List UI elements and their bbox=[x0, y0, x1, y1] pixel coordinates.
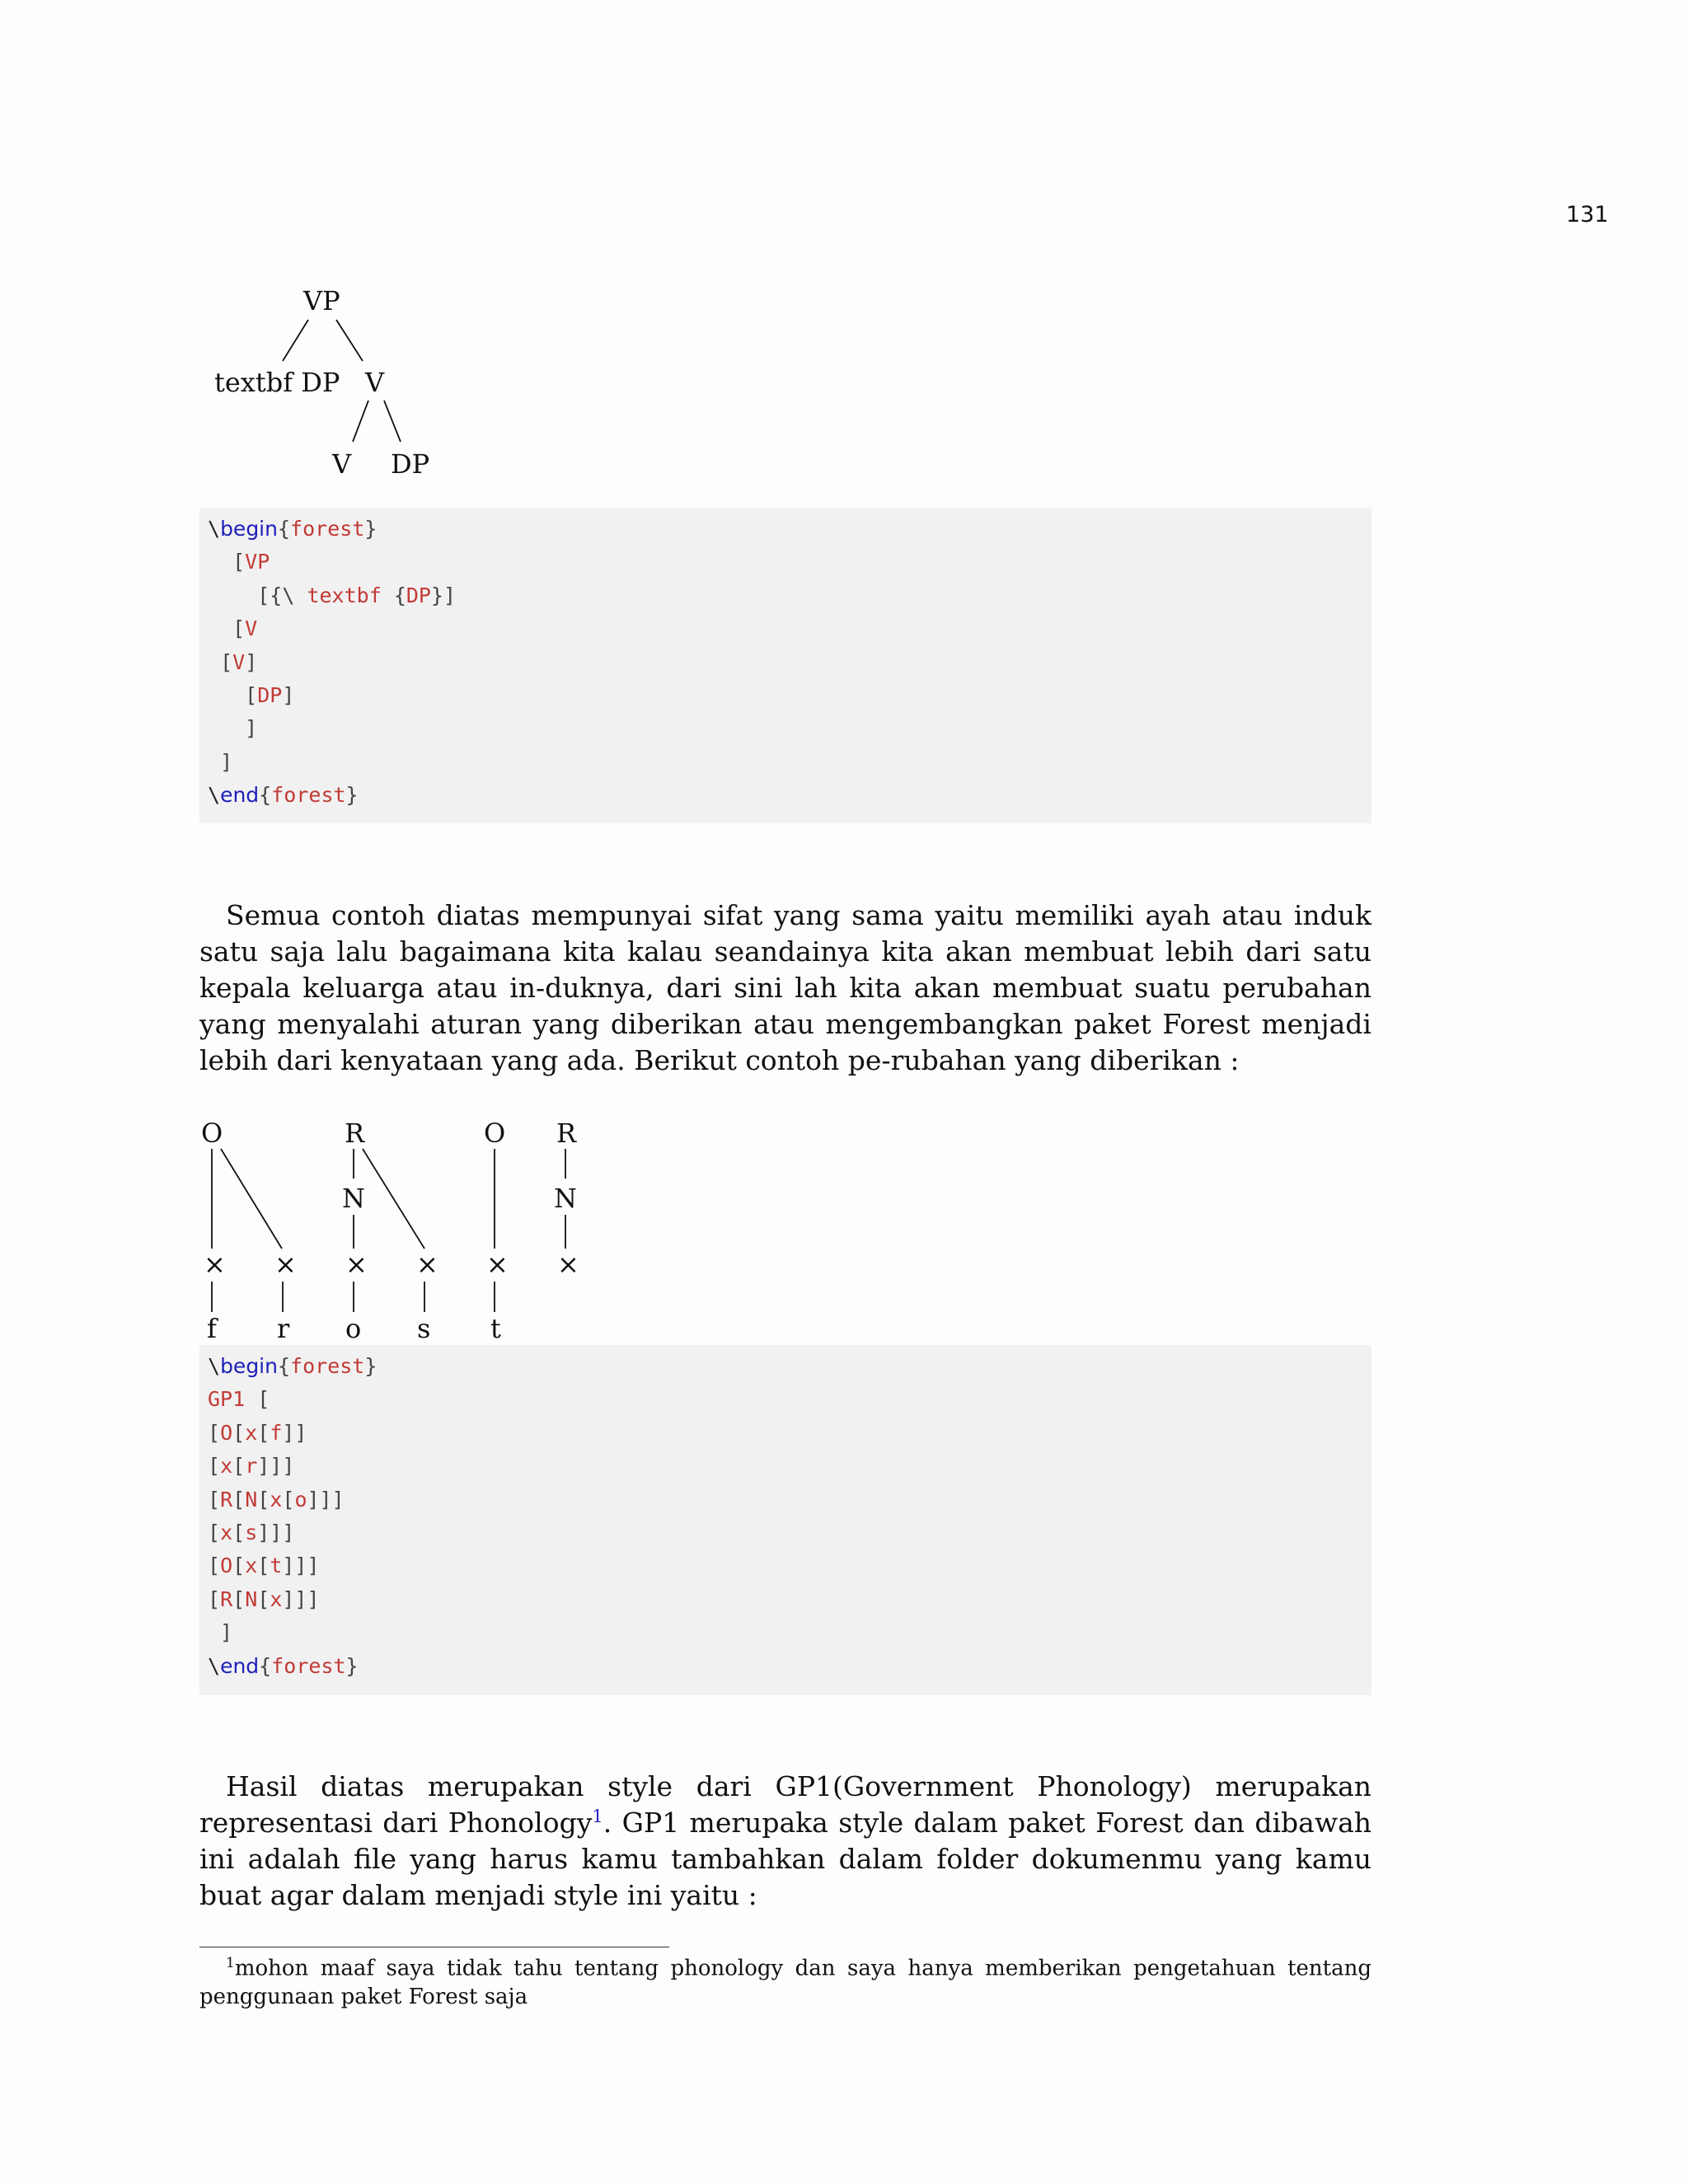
code-block-forest-gp1 bbox=[199, 1345, 1372, 1695]
skeleton-slot: × bbox=[557, 1249, 579, 1280]
paragraph-text: . GP1 merupaka style dalam paket Forest dan dibawah ini adalah file yang harus kamu tambahkan dalam folder dokumenmu yang kamu buat agar dalam menjadi style ini yaitu : bbox=[199, 1807, 1372, 1911]
segment-t: t bbox=[490, 1313, 501, 1344]
paragraph-text: Semua contoh diatas mempunyai sifat yang sama yaitu memiliki ayah atau induk satu saja lalu bagaimana kita kalau seandainya kita akan membuat lebih dari satu kepala keluarga atau in-duknya, dari sini lah kita akan membuat suatu perubahan yang menyalahi aturan yang diberikan atau mengembangkan paket Forest menjadi lebih dari kenyataan yang ada. Berikut contoh pe-rubahan yang diberikan : bbox=[199, 899, 1372, 1076]
skeleton-slot: × bbox=[204, 1249, 226, 1280]
code-lines bbox=[208, 1417, 1372, 1650]
body-paragraph-2 bbox=[199, 1769, 1372, 1914]
skeleton-slot: × bbox=[416, 1249, 438, 1280]
code-line: [x[r]]] bbox=[208, 1454, 295, 1479]
tree-node-v-leaf: V bbox=[332, 448, 352, 480]
code-line: \begin{forest} bbox=[208, 1354, 377, 1378]
code-line: ] bbox=[245, 716, 258, 741]
segment-f: f bbox=[207, 1313, 217, 1344]
tree-node-r: R bbox=[556, 1118, 577, 1149]
tree-node-r: R bbox=[345, 1118, 365, 1149]
code-line: \begin{forest} bbox=[208, 517, 377, 541]
footnote-reference[interactable]: 1 bbox=[592, 1807, 603, 1826]
paragraph-text: Hasil diatas merupakan style dari GP1(Government Phonology) merupakan representasi dari Phonology bbox=[199, 1770, 1372, 1839]
segment-o: o bbox=[345, 1313, 362, 1344]
code-line: [x[s]]] bbox=[208, 1520, 295, 1544]
footnote bbox=[199, 1949, 1372, 2011]
code-line: [V] bbox=[220, 649, 258, 674]
tree-node-v: V bbox=[365, 367, 385, 398]
tree-node-o: O bbox=[484, 1118, 506, 1149]
code-line: [R[N[x]]] bbox=[208, 1586, 320, 1611]
skeleton-slot: × bbox=[345, 1249, 368, 1280]
skeleton-slot: × bbox=[486, 1249, 509, 1280]
tree-edge bbox=[363, 1149, 424, 1249]
code-line: [V bbox=[232, 616, 258, 641]
code-line: ] bbox=[208, 1620, 233, 1645]
segment-r: r bbox=[277, 1313, 290, 1344]
tree-node-dp-leaf: DP bbox=[391, 448, 430, 480]
footnote-mark: 1 bbox=[226, 1955, 235, 1971]
tree-node-o: O bbox=[201, 1118, 223, 1149]
skeleton-slot: × bbox=[274, 1249, 297, 1280]
tree-node-vp: VP bbox=[303, 285, 340, 316]
tree-node-textbf-dp: textbf DP bbox=[214, 367, 340, 398]
code-line: \end{forest} bbox=[208, 1653, 359, 1678]
code-line: [O[x[f]] bbox=[208, 1420, 307, 1445]
tree-node-n: N bbox=[554, 1183, 577, 1214]
code-line: \end{forest} bbox=[208, 783, 359, 808]
tree-node-n: N bbox=[342, 1183, 365, 1214]
code-line: [R[N[x[o]]] bbox=[208, 1487, 345, 1511]
code-line: [VP bbox=[232, 550, 270, 574]
code-line: ] bbox=[220, 749, 233, 774]
code-line: [{\ textbf {DP}] bbox=[257, 583, 457, 607]
tree-edge bbox=[221, 1149, 282, 1249]
code-line: [O[x[t]]] bbox=[208, 1554, 320, 1578]
page-number: 131 bbox=[1566, 202, 1609, 227]
segment-s: s bbox=[417, 1313, 431, 1344]
footnote-text: mohon maaf saya tidak tahu tentang phonology dan saya hanya memberikan pengetahuan tentang penggunaan paket Forest saja bbox=[199, 1956, 1372, 2009]
code-line: [DP] bbox=[245, 682, 295, 707]
code-line: GP1 [ bbox=[208, 1387, 270, 1412]
